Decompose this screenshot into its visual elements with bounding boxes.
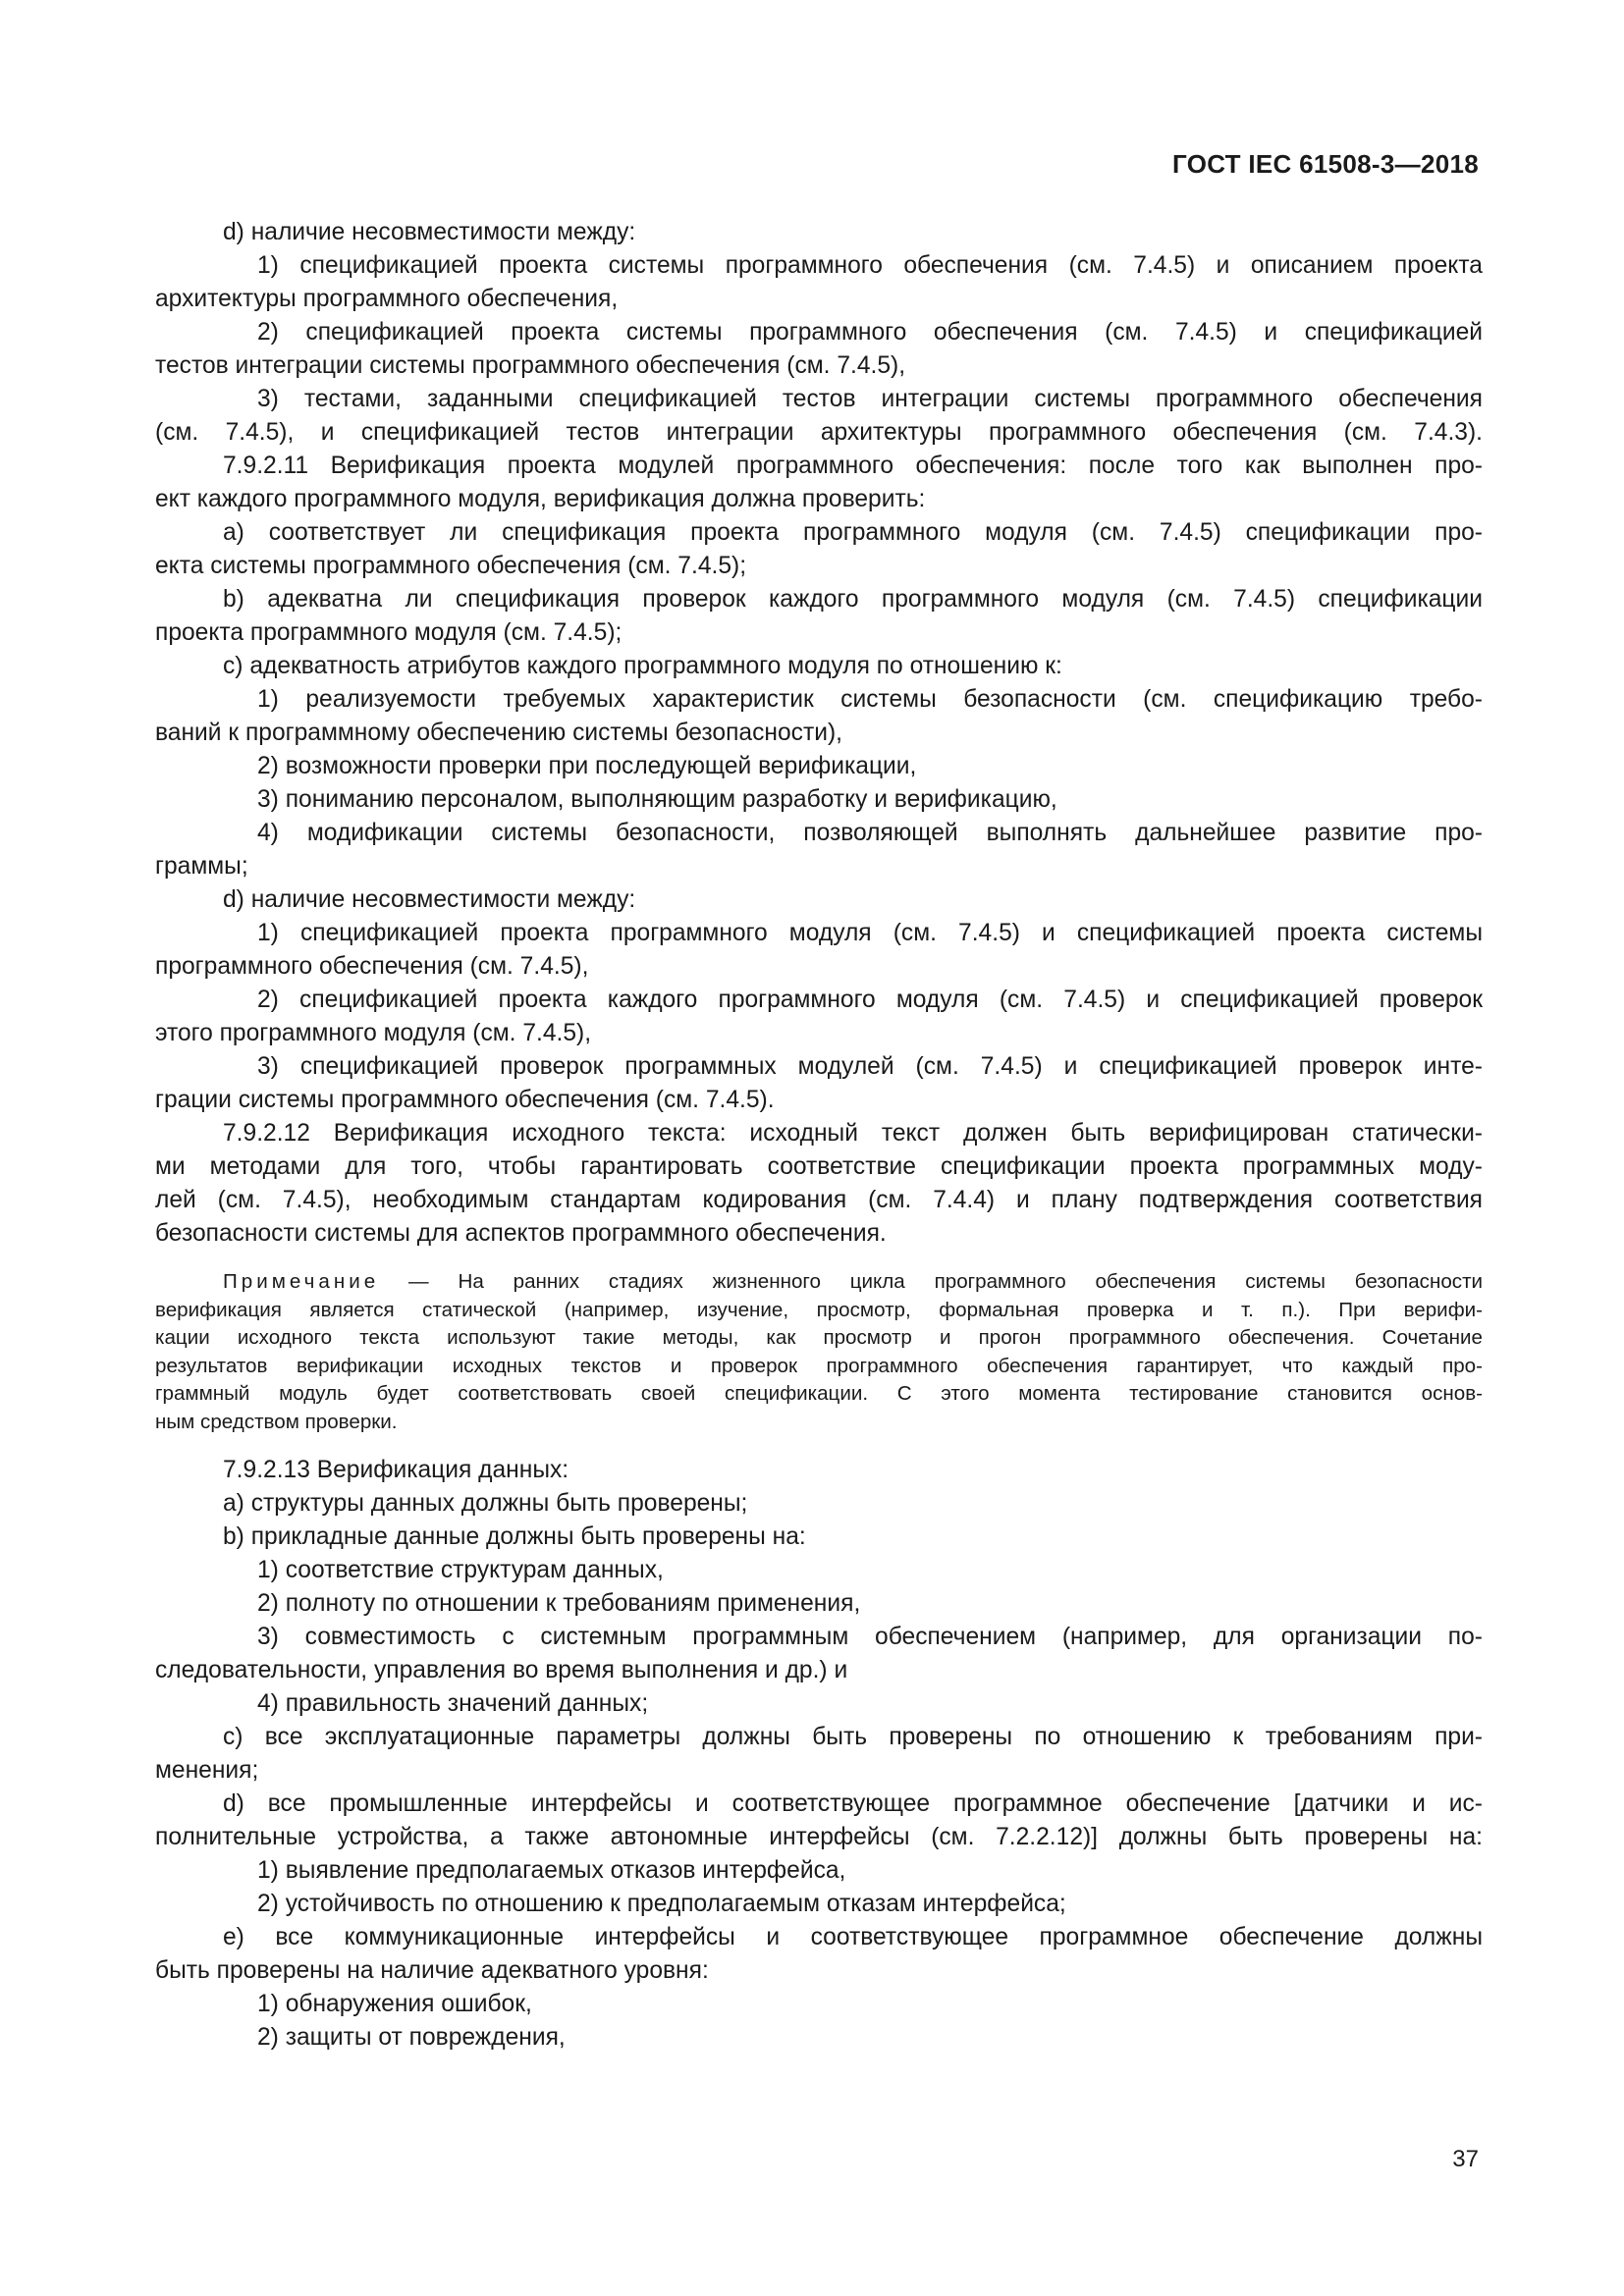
- text-line: полнительные устройства, а также автономные интерфейсы (см. 7.2.2.12)] должны быть проверены на:: [155, 1824, 1483, 1850]
- text-line: 3) тестами, заданными спецификацией тестов интеграции системы программного обеспечения: [257, 386, 1483, 412]
- text-line: архитектуры программного обеспечения,: [155, 286, 619, 312]
- text-line: d) все промышленные интерфейсы и соответствующее программное обеспечение [датчики и ис-: [223, 1790, 1483, 1817]
- text-line: (см. 7.4.5), и спецификацией тестов интеграции архитектуры программного обеспечения (см. 7.4.3).: [155, 419, 1483, 446]
- text-line: b) прикладные данные должны быть проверены на:: [223, 1523, 806, 1550]
- note-line: результатов верификации исходных текстов и проверок программного обеспечения гарантирует, что каждый про-: [155, 1354, 1483, 1377]
- text-line: 7.9.2.11 Верификация проекта модулей программного обеспечения: после того как выполнен про-: [223, 453, 1483, 479]
- text-line: 4) модификации системы безопасности, позволяющей выполнять дальнейшее развитие про-: [257, 820, 1483, 846]
- text-line: e) все коммуникационные интерфейсы и соответствующее программное обеспечение должны: [223, 1924, 1483, 1950]
- text-line: следовательности, управления во время выполнения и др.) и: [155, 1657, 848, 1683]
- text-line: быть проверены на наличие адекватного уровня:: [155, 1957, 709, 1984]
- note-line: граммный модуль будет соответствовать своей спецификации. С этого момента тестирование становится основ-: [155, 1382, 1483, 1405]
- note-text: — На ранних стадиях жизненного цикла программного обеспечения системы безопасности: [408, 1270, 1484, 1293]
- note-line: кации исходного текста используют такие методы, как просмотр и прогон программного обеспечения. Сочетание: [155, 1326, 1483, 1349]
- text-line: b) адекватна ли спецификация проверок каждого программного модуля (см. 7.4.5) спецификации: [223, 586, 1483, 613]
- text-line: 1) реализуемости требуемых характеристик системы безопасности (см. спецификацию требо-: [257, 686, 1483, 713]
- text-line: 1) соответствие структурам данных,: [257, 1557, 664, 1583]
- text-line: a) структуры данных должны быть проверены;: [223, 1490, 748, 1517]
- note-line: ным средством проверки.: [155, 1410, 398, 1433]
- text-line: этого программного модуля (см. 7.4.5),: [155, 1020, 592, 1046]
- text-line: 3) совместимость с системным программным обеспечением (например, для организации по-: [257, 1624, 1483, 1650]
- body-section-2: [155, 1454, 1483, 2055]
- text-line: лей (см. 7.4.5), необходимым стандартам кодирования (см. 7.4.4) и плану подтверждения соответствия: [155, 1187, 1483, 1213]
- text-line: программного обеспечения (см. 7.4.5),: [155, 953, 589, 980]
- text-line: тестов интеграции системы программного обеспечения (см. 7.4.5),: [155, 352, 906, 379]
- text-line: грации системы программного обеспечения (см. 7.4.5).: [155, 1087, 775, 1113]
- text-line: проекта программного модуля (см. 7.4.5);: [155, 619, 623, 646]
- text-line: 2) возможности проверки при последующей верификации,: [257, 753, 917, 779]
- text-line: 3) пониманию персоналом, выполняющим разработку и верификацию,: [257, 786, 1057, 813]
- text-line: менения;: [155, 1757, 259, 1784]
- text-line: 7.9.2.12 Верификация исходного текста: исходный текст должен быть верифицирован статически-: [223, 1120, 1483, 1147]
- text-line: c) все эксплуатационные параметры должны быть проверены по отношению к требованиям при-: [223, 1724, 1483, 1750]
- page-number: 37: [1452, 2146, 1479, 2172]
- text-line: екта системы программного обеспечения (см. 7.4.5);: [155, 553, 747, 579]
- text-line: ваний к программному обеспечению системы безопасности),: [155, 720, 842, 746]
- text-line: 1) спецификацией проекта программного модуля (см. 7.4.5) и спецификацией проекта системы: [257, 920, 1483, 946]
- text-line: ми методами для того, чтобы гарантировать соответствие спецификации проекта программных моду-: [155, 1153, 1483, 1180]
- text-line: 2) полноту по отношении к требованиям применения,: [257, 1590, 861, 1617]
- text-line: 3) спецификацией проверок программных модулей (см. 7.4.5) и спецификацией проверок инте-: [257, 1053, 1483, 1080]
- text-line: 2) спецификацией проекта системы программного обеспечения (см. 7.4.5) и спецификацией: [257, 319, 1483, 346]
- text-line: 2) спецификацией проекта каждого программного модуля (см. 7.4.5) и спецификацией проверок: [257, 987, 1483, 1013]
- page-body: [155, 216, 1483, 2055]
- note-line: верификация является статической (например, изучение, просмотр, формальная проверка и т. п.). При верифи-: [155, 1298, 1483, 1321]
- text-line: 1) выявление предполагаемых отказов интерфейса,: [257, 1857, 846, 1884]
- text-line: безопасности системы для аспектов программного обеспечения.: [155, 1220, 887, 1247]
- text-line: d) наличие несовместимости между:: [223, 219, 636, 245]
- text-line: d) наличие несовместимости между:: [223, 886, 636, 913]
- document-header: ГОСТ IEC 61508-3—2018: [1172, 149, 1479, 179]
- text-line: 2) устойчивость по отношению к предполагаемым отказам интерфейса;: [257, 1891, 1066, 1917]
- text-line: 4) правильность значений данных;: [257, 1690, 649, 1717]
- text-line: граммы;: [155, 853, 248, 880]
- text-line: ект каждого программного модуля, верификация должна проверить:: [155, 486, 926, 512]
- text-line: a) соответствует ли спецификация проекта программного модуля (см. 7.4.5) спецификации про-: [223, 519, 1483, 546]
- text-line: 7.9.2.13 Верификация данных:: [223, 1457, 569, 1483]
- text-line: 1) спецификацией проекта системы программного обеспечения (см. 7.4.5) и описанием проекта: [257, 252, 1483, 279]
- note-label: Примечание: [223, 1270, 380, 1293]
- text-line: c) адекватность атрибутов каждого программного модуля по отношению к:: [223, 653, 1062, 679]
- text-line: 1) обнаружения ошибок,: [257, 1991, 532, 2017]
- note-block: [155, 1268, 1483, 1436]
- text-line: 2) защиты от повреждения,: [257, 2024, 566, 2051]
- note-first-line: [155, 1268, 1483, 1297]
